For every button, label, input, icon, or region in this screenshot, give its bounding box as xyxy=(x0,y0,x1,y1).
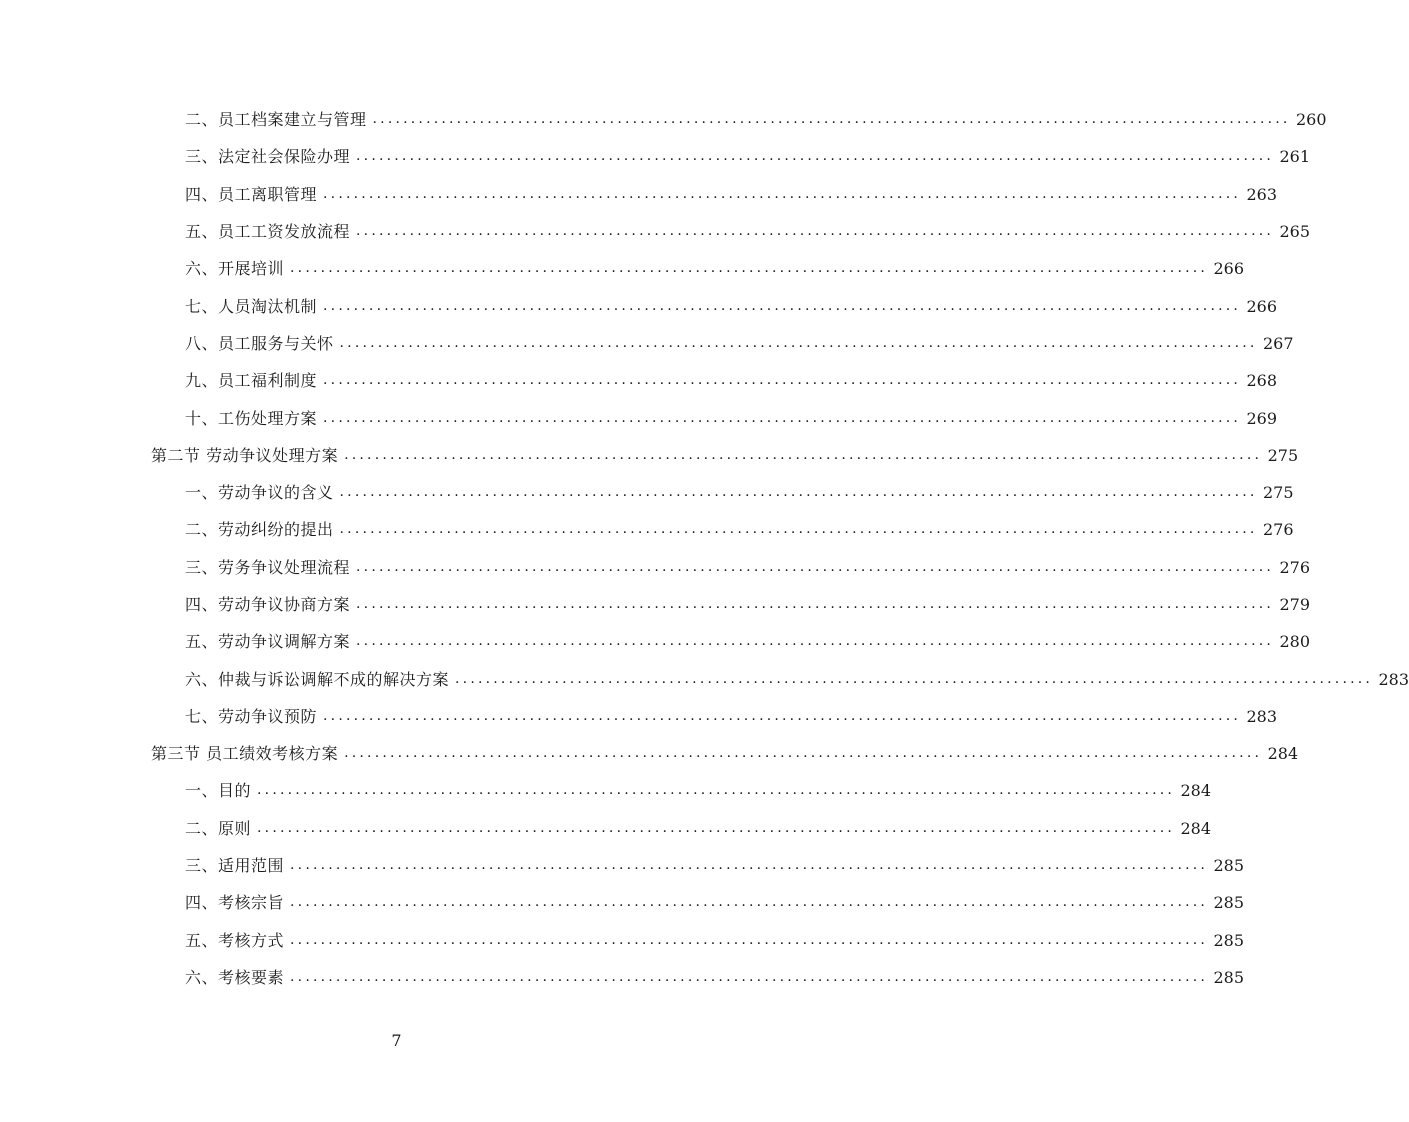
toc-entry-label: 四、考核宗旨 xyxy=(185,893,285,913)
toc-entry-page: 285 xyxy=(1213,967,1245,987)
dot-leader: ........................................................................................................................ xyxy=(356,596,1275,612)
toc-entry-page: 276 xyxy=(1263,520,1294,540)
toc-entry[interactable] xyxy=(0,959,1245,996)
toc-entry-label: 一、劳动争议的含义 xyxy=(185,483,334,503)
toc-entry[interactable] xyxy=(0,287,1278,324)
dot-leader: ........................................................................................................................ xyxy=(344,446,1263,463)
toc-entry-page: 275 xyxy=(1263,483,1294,503)
toc-entry[interactable] xyxy=(0,847,1245,884)
toc-entry[interactable] xyxy=(0,325,1294,362)
toc-entry[interactable] xyxy=(0,772,1212,809)
toc-entry[interactable] xyxy=(0,586,1311,623)
toc-entry[interactable] xyxy=(0,922,1245,959)
toc-entry[interactable] xyxy=(0,101,1327,138)
toc-entry-label: 五、考核方式 xyxy=(185,930,285,950)
toc-entry-page: 275 xyxy=(1267,445,1299,465)
toc-entry[interactable] xyxy=(0,511,1294,548)
toc-entry-page: 285 xyxy=(1213,856,1245,876)
toc-entry-label: 五、劳动争议调解方案 xyxy=(185,632,351,652)
toc-entry-label: 七、人员淘汰机制 xyxy=(185,296,318,316)
toc-entry-page: 261 xyxy=(1279,147,1311,167)
toc-entry-label: 第三节 员工绩效考核方案 xyxy=(151,744,339,764)
toc-entry-page: 284 xyxy=(1267,744,1299,764)
dot-leader: ........................................................................................................................ xyxy=(323,372,1242,389)
toc-entry-page: 265 xyxy=(1279,222,1311,242)
toc-entry[interactable] xyxy=(0,250,1245,287)
toc-entry-label: 八、员工服务与关怀 xyxy=(185,333,334,353)
toc-entry[interactable] xyxy=(0,884,1245,921)
toc-entry[interactable] xyxy=(0,660,1409,697)
toc-entry[interactable] xyxy=(0,213,1311,250)
dot-leader: ........................................................................................................................ xyxy=(372,111,1291,128)
toc-entry[interactable] xyxy=(0,623,1311,660)
toc-entry[interactable] xyxy=(0,399,1278,436)
toc-entry-label: 二、员工档案建立与管理 xyxy=(185,110,367,130)
toc-entry-page: 283 xyxy=(1246,706,1278,726)
toc-entry-page: 268 xyxy=(1246,371,1278,391)
dot-leader: ........................................................................................................................ xyxy=(356,148,1275,165)
toc-entry-page: 276 xyxy=(1279,557,1311,577)
toc-entry-label: 十、工伤处理方案 xyxy=(185,408,318,428)
toc-section-entry[interactable] xyxy=(0,437,1299,474)
dot-leader: ........................................................................................................................ xyxy=(339,334,1258,351)
toc-entry-page: 263 xyxy=(1246,184,1278,204)
dot-leader: ........................................................................................................................ xyxy=(323,185,1242,202)
toc-entry[interactable] xyxy=(0,138,1311,175)
toc-entry[interactable] xyxy=(0,549,1311,586)
toc-entry-label: 六、开展培训 xyxy=(185,259,285,279)
toc-entry[interactable] xyxy=(0,176,1278,213)
toc-entry-label: 六、考核要素 xyxy=(185,967,285,987)
toc-entry-label: 三、适用范围 xyxy=(185,856,285,876)
dot-leader: ........................................................................................................................ xyxy=(339,521,1258,538)
dot-leader: ........................................................................................................................ xyxy=(323,409,1242,426)
dot-leader: ........................................................................................................................ xyxy=(356,223,1275,240)
toc-entry-page: 267 xyxy=(1263,333,1294,353)
page-number: 7 xyxy=(391,1031,402,1050)
toc-entry-label: 九、员工福利制度 xyxy=(185,371,318,391)
dot-leader: ........................................................................................................................ xyxy=(290,857,1209,874)
dot-leader: ........................................................................................................................ xyxy=(323,707,1242,724)
toc-entry[interactable] xyxy=(0,474,1294,511)
toc-entry[interactable] xyxy=(0,362,1278,399)
toc-entry[interactable] xyxy=(0,698,1278,735)
toc-entry-page: 279 xyxy=(1279,595,1311,614)
dot-leader: ........................................................................................................................ xyxy=(257,782,1176,799)
toc-entry-label: 二、原则 xyxy=(185,818,252,838)
dot-leader: ........................................................................................................................ xyxy=(290,260,1209,277)
toc-entry-page: 285 xyxy=(1213,893,1245,913)
toc-entry-label: 三、法定社会保险办理 xyxy=(185,147,351,167)
toc-entry-page: 284 xyxy=(1180,818,1212,838)
toc-entry-label: 四、员工离职管理 xyxy=(185,184,318,204)
toc-entry-label: 二、劳动纠纷的提出 xyxy=(185,520,334,540)
toc-entry-page: 285 xyxy=(1213,930,1245,950)
dot-leader: ........................................................................................................................ xyxy=(356,558,1275,575)
dot-leader: ........................................................................................................................ xyxy=(356,633,1275,650)
dot-leader: ........................................................................................................................ xyxy=(344,745,1263,762)
dot-leader: ........................................................................................................................ xyxy=(290,931,1209,948)
toc-entry-page: 283 xyxy=(1378,669,1409,689)
toc-entry-label: 五、员工工资发放流程 xyxy=(185,222,351,242)
toc-entry-label: 六、仲裁与诉讼调解不成的解决方案 xyxy=(185,669,450,689)
dot-leader: ........................................................................................................................ xyxy=(323,297,1242,314)
toc-section-entry[interactable] xyxy=(0,735,1299,772)
toc-entry[interactable] xyxy=(0,810,1212,847)
dot-leader: ........................................................................................................................ xyxy=(339,484,1258,501)
toc-entry-label: 四、劳动争议协商方案 xyxy=(185,595,351,614)
toc-entry-page: 260 xyxy=(1296,110,1327,130)
toc-entry-label: 七、劳动争议预防 xyxy=(185,706,318,726)
toc-entry-label: 一、目的 xyxy=(185,781,252,801)
dot-leader: ........................................................................................................................ xyxy=(290,968,1209,985)
toc-entry-page: 266 xyxy=(1213,259,1245,279)
table-of-contents xyxy=(0,101,1409,996)
dot-leader: ........................................................................................................................ xyxy=(455,670,1374,687)
dot-leader: ........................................................................................................................ xyxy=(290,894,1209,911)
dot-leader: ........................................................................................................................ xyxy=(257,819,1176,836)
toc-entry-page: 284 xyxy=(1180,781,1212,801)
toc-entry-page: 269 xyxy=(1246,408,1278,428)
toc-entry-label: 三、劳务争议处理流程 xyxy=(185,557,351,577)
toc-entry-page: 266 xyxy=(1246,296,1278,316)
toc-entry-page: 280 xyxy=(1279,632,1311,652)
toc-entry-label: 第二节 劳动争议处理方案 xyxy=(151,445,339,465)
